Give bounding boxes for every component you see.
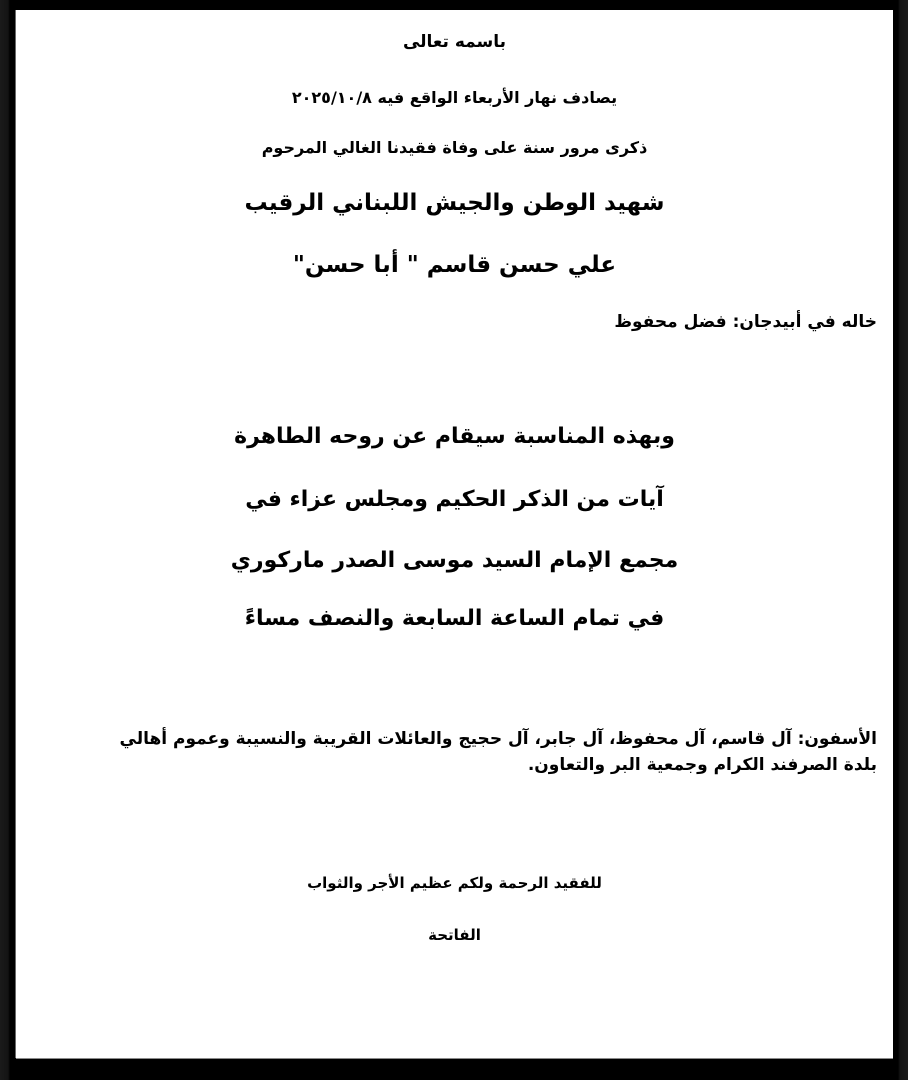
date-line: يصادف نهار الأربعاء الواقع فيه ٢٠٢٥/١٠/٨: [291, 88, 618, 107]
memorial-line: ذكرى مرور سنة على وفاة فقيدنا الغالي المرحوم: [261, 138, 648, 157]
announcement-line: في تمام الساعة السابعة والنصف مساءً: [244, 606, 665, 631]
deceased-name: علي حسن قاسم " أبا حسن": [292, 252, 617, 278]
document-page: [16, 10, 893, 1058]
closing-line: الفاتحة: [428, 926, 481, 944]
condolence-line: للفقيد الرحمة ولكم عظيم الأجر والثواب: [307, 874, 602, 892]
announcement-line: وبهذه المناسبة سيقام عن روحه الطاهرة: [234, 424, 675, 449]
doc-heading: باسمه تعالى: [402, 32, 507, 52]
obituary-document: [16, 10, 893, 1058]
announcement-line: مجمع الإمام السيد موسى الصدر ماركوري: [230, 548, 679, 573]
mourners-paragraph: الأسفون: آل قاسم، آل محفوظ، آل جابر، آل حجيج والعائلات القريبة والنسيبة وعموم أهالي بلدة الصرفند الكرام وجمعية البر والتعاون.: [119, 729, 877, 775]
deceased-title: شهيد الوطن والجيش اللبناني الرقيب: [244, 190, 665, 216]
announcement-line: آيات من الذكر الحكيم ومجلس عزاء في: [245, 487, 664, 512]
uncle-line: خاله في أبيدجان: فضل محفوظ: [614, 312, 877, 332]
